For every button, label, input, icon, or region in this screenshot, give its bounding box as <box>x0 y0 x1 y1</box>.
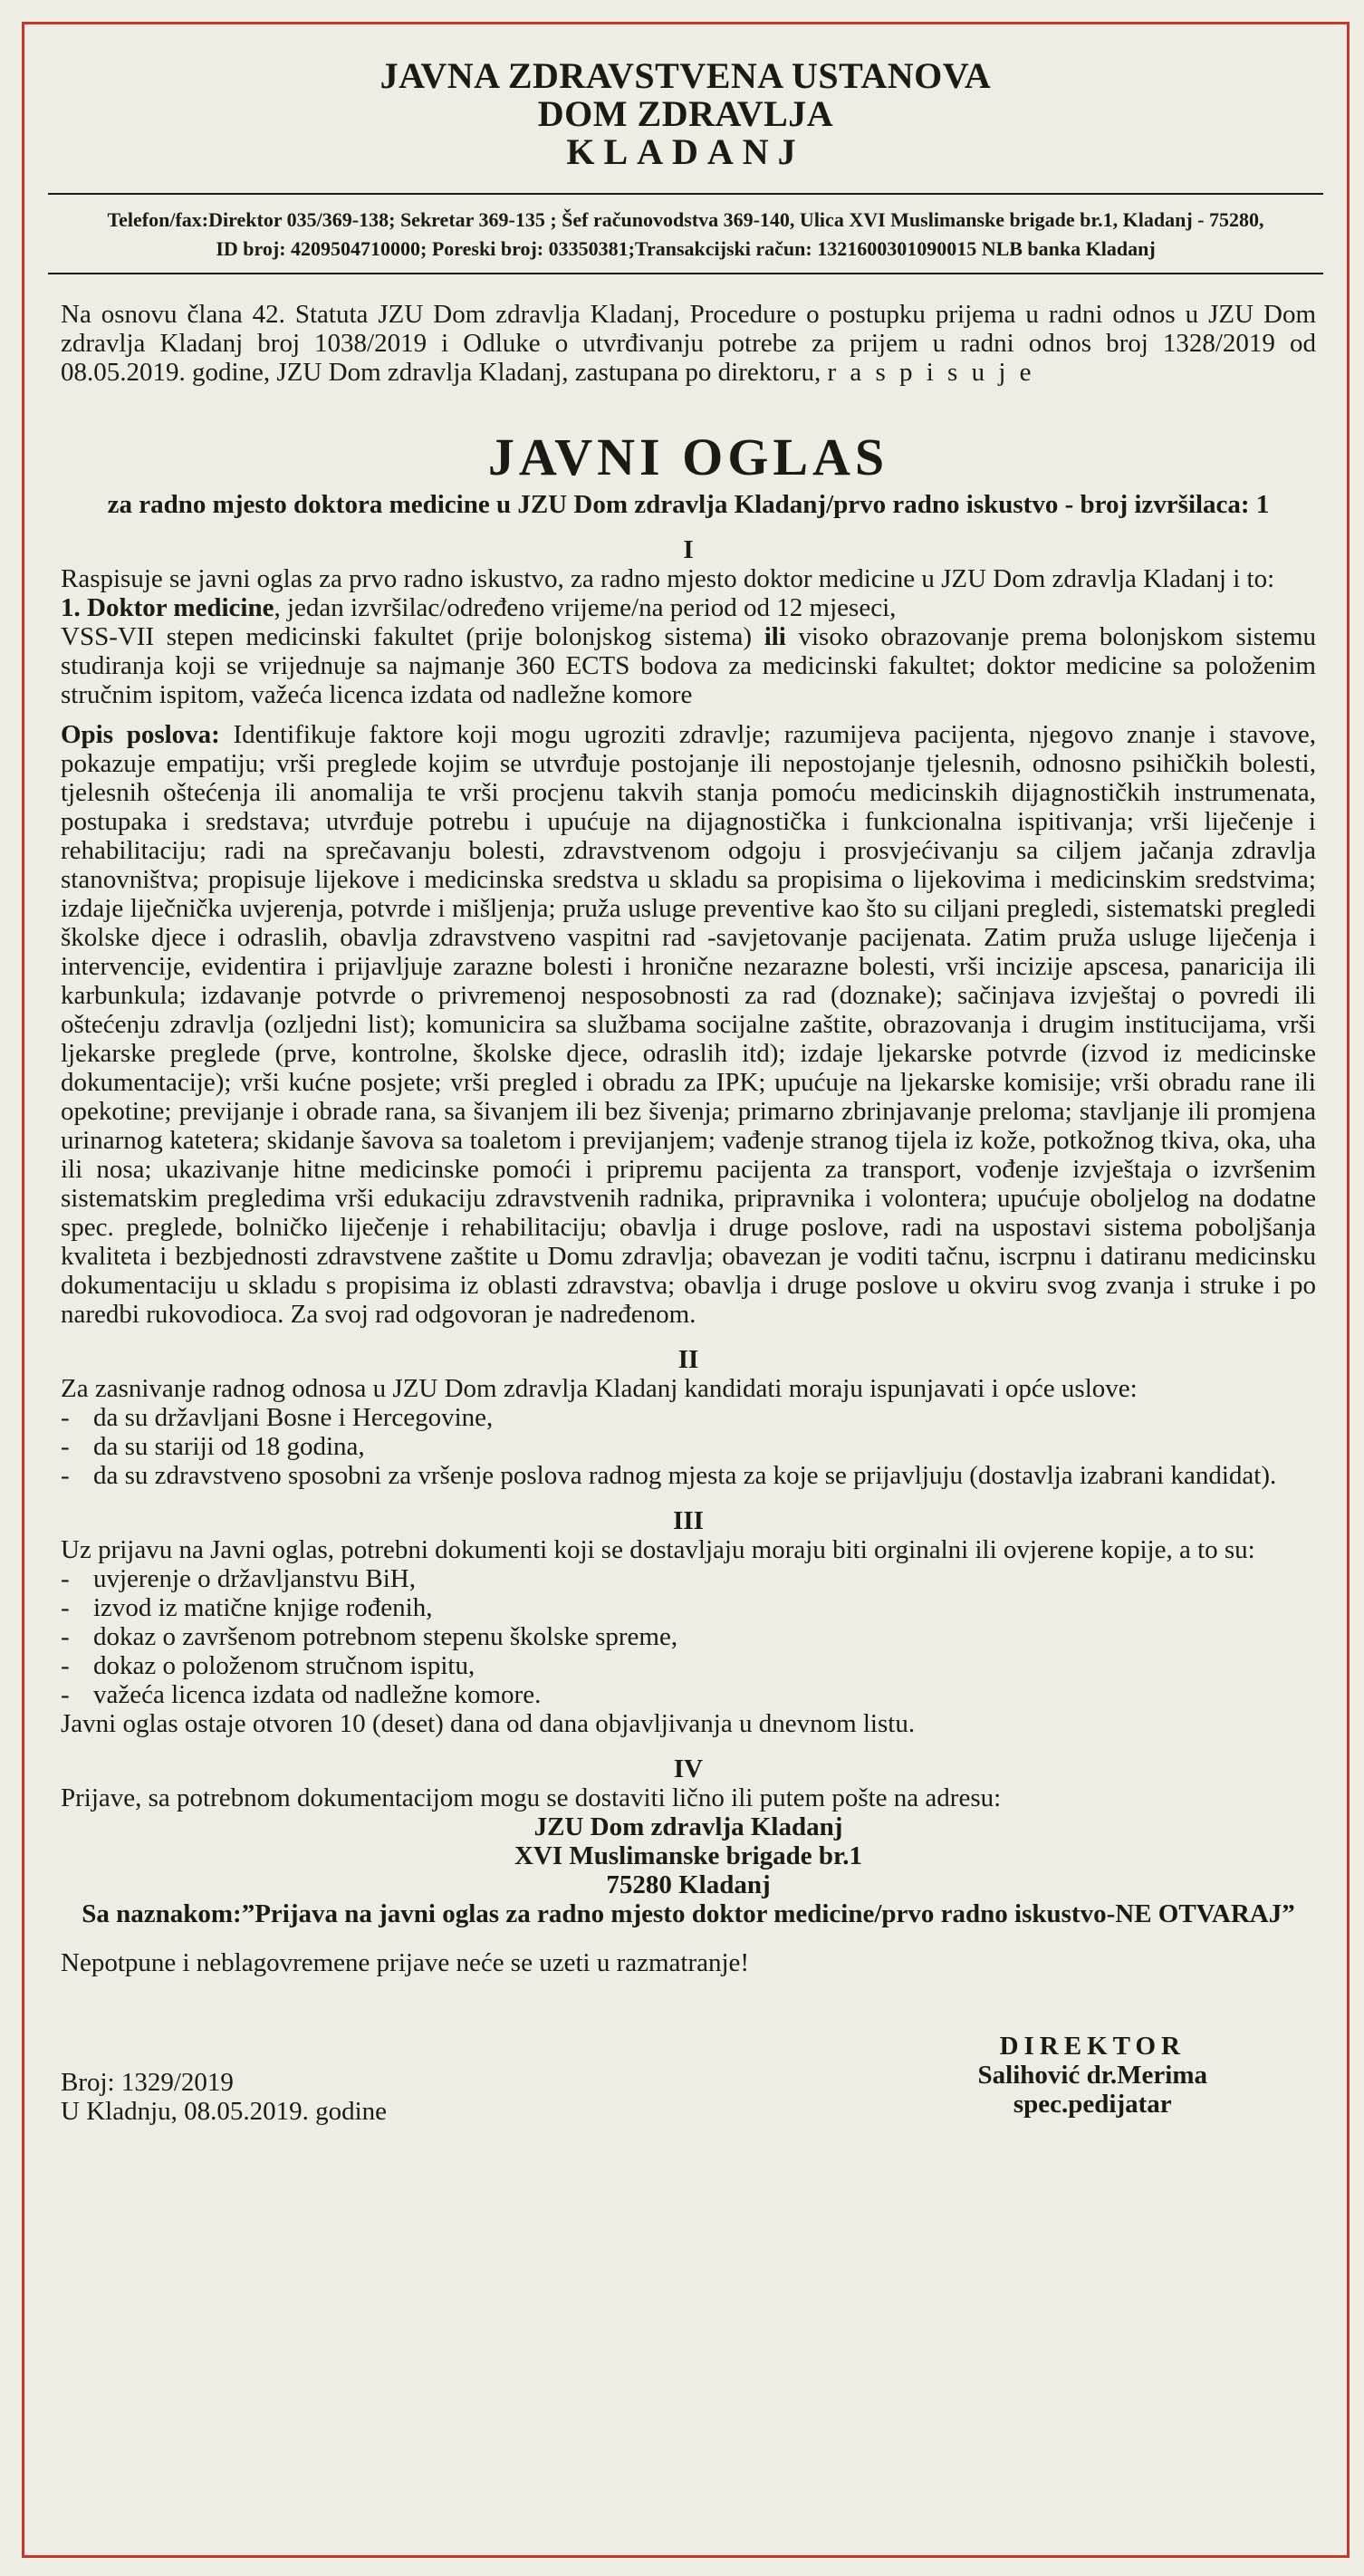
address-block <box>61 1812 1316 1928</box>
contact-info <box>48 193 1323 274</box>
address-line: XVI Muslimanske brigade br.1 <box>514 1841 863 1870</box>
section1-intro: Raspisuje se javni oglas za prvo radno iskustvo, za radno mjesto doktor medicine u JZU Dom zdravlja Kladanj i to: <box>61 564 1275 593</box>
incomplete-notice: Nepotpune i neblagovremene prijave neće se uzeti u razmatranje! <box>61 1948 750 1977</box>
header <box>24 24 1347 274</box>
position-line <box>61 593 1316 622</box>
list-item: - dokaz o završenom potrebnom stepenu školske spreme, <box>61 1622 1316 1651</box>
list-item: - da su zdravstveno sposobni za vršenje poslova radnog mjesta za koje se prijavljuju (dostavlja izabrani kandidat). <box>61 1461 1316 1490</box>
section-numeral-3: III <box>673 1506 704 1535</box>
general-conditions-list <box>61 1403 1316 1490</box>
director-name: Salihović dr.Merima <box>977 2061 1207 2090</box>
org-name-line: JAVNA ZDRAVSTVENA USTANOVA <box>379 55 992 96</box>
marking-line: Sa naznakom:”Prijava na javni oglas za radno mjesto doktor medicine/prvo radno iskustvo-NE OTVARAJ” <box>82 1899 1295 1928</box>
documents-list <box>61 1564 1316 1709</box>
job-description-label: Opis poslova: <box>61 720 220 749</box>
place-date: U Kladnju, 08.05.2019. godine <box>61 2097 388 2126</box>
section3-intro: Uz prijavu na Javni oglas, potrebni dokumenti koji se dostavljaju moraju biti orginalni ili ovjerene kopije, a to su: <box>61 1535 1255 1564</box>
ad-title: JAVNI OGLAS <box>487 428 889 486</box>
list-item: - da su državljani Bosne i Hercegovine, <box>61 1403 1316 1432</box>
signature-block <box>978 2032 1207 2119</box>
requirements <box>61 622 1316 709</box>
director-specialty: spec.pedijatar <box>1013 2090 1172 2119</box>
contact-line: Telefon/fax:Direktor 035/369-138; Sekretar 369-135 ; Šef računovodstva 369-140, Ulica XVI Muslimanske brigade br.1, Kladanj - 75280, <box>107 208 1264 231</box>
section-numeral-1: I <box>683 535 694 564</box>
director-title: DIREKTOR <box>999 2032 1186 2061</box>
job-description-text: Identifikuje faktore koji mogu ugroziti zdravlje; razumijeva pacijenta, njegovo znanje i stavove, pokazuje empatiju; vrši preglede kojim se utvrđuje postojanje ili nepostojanje tjelesnih, odnosno psihičkih bolesti, tjelesnih oštećenja ili anomalija te vrši procjenu takvih stanja pomoću medicinskih dijagnostičkih instrumenata, postupaka i sredstava; utvrđuje potrebu i upućuje na dijagnostička i funkcionalna ispitivanja; vrši liječenje i rehabilitaciju; radi na sprečavanju bolesti, zdravstvenom odgoju i prosvjećivanju sa ciljem jačanja zdravlja stanovništva; propisuje lijekove i medicinska sredstva u skladu sa propisima o lijekovima i medicinskim sredstvima; izdaje liječnička uvjerenja, potvrde i mišljenja; pruža usluge preventive kao što su ciljani pregledi, sistematski pregledi školske djece i odraslih, obavlja zdravstveno vaspitni rad -savjetovanje pacijenata. Zatim pruža usluge liječenja i intervencije, evidentira i prijavljuje zarazne bolesti i hronične nezarazne bolesti, vrši incizije apscesa, panaricija ili karbunkula; izdavanje potvrde o privremenoj nesposobnosti za rad (doznake); sačinjava izvještaj o povredi ili oštećenju zdravlja (ozljedni list); komunicira sa službama socijalne zaštite, obrazovanja i drugim institucijama, vrši ljekarske preglede (prve, kontrolne, školske djece, odraslih itd); izdaje ljekarske potvrde (izvod iz medicinske dokumentacije); vrši kućne posjete; vrši pregled i obradu za IPK; upućuje na ljekarske komisije; vrši obradu rane ili opekotine; previjanje i obrade rana, sa šivanjem ili bez šivenja; primarno zbrinjavanje preloma; stavljanje ili promjena urinarnog katetera; skidanje šavova sa toaletom i previjanjem; vađenje stranog tijela iz kože, potkožnog tkiva, oka, uha ili nosa; ukazivanje hitne medicinske pomoći i pripremu pacijenta za transport, vođenje izvještaja o izvršenim sistematskim pregledima vrši edukaciju zdravstvenih radnika, pripravnika i volontera; upućuje oboljelog na dodatne spec. preglede, bolničko liječenje i rehabilitaciju; obavlja i druge poslove, radi na uspostavi sistema poboljšanja kvaliteta i bezbjednosti zdravstvene zaštite u Domu zdravlja; obavezan je voditi tačnu, iscrpnu i datiranu medicinsku dokumentaciju u skladu s propisima iz oblasti zdravstva; obavlja i druge poslove u okviru svog zvanja i struke i po naredbi rukovodioca. Za svoj rad odgovoran je nadređenom. <box>61 720 1316 1329</box>
org-city: KLADANJ <box>566 131 805 172</box>
list-item: - uvjerenje o državljanstvu BiH, <box>61 1564 1316 1593</box>
intro-paragraph <box>61 300 1316 387</box>
requirements-part2: visoko obrazovanje prema bolonjskom sistemu studiranja koji se vrijednuje sa najmanje 360 ECTS bodova za medicinski fakultet; doktor medicine sa položenim stručnim ispitom, važeća licenca izdata od nadležne komore <box>61 622 1317 709</box>
footer <box>61 2032 1316 2177</box>
org-name-line: DOM ZDRAVLJA <box>537 93 834 134</box>
raspisuje-text: r a s p i s u j e <box>827 358 1035 387</box>
contact-line: ID broj: 4209504710000; Poreski broj: 03350381;Transakcijski račun: 1321600301090015 NLB banka Kladanj <box>216 237 1156 260</box>
position-details: , jedan izvršilac/određeno vrijeme/na period od 12 mjeseci, <box>274 593 897 622</box>
list-item: - izvod iz matične knjige rođenih, <box>61 1593 1316 1622</box>
document-reference <box>61 2068 387 2126</box>
list-item: - važeća licenca izdata od nadležne komore. <box>61 1680 1316 1709</box>
content <box>24 300 1347 2177</box>
ad-subtitle: za radno mjesto doktora medicine u JZU Dom zdravlja Kladanj/prvo radno iskustvo - broj izvršilaca: 1 <box>107 490 1270 519</box>
address-line: 75280 Kladanj <box>606 1870 771 1899</box>
list-item: - dokaz o položenom stručnom ispitu, <box>61 1651 1316 1680</box>
requirements-or: ili <box>764 622 786 651</box>
section-numeral-4: IV <box>673 1754 704 1783</box>
requirements-part1: VSS-VII stepen medicinski fakultet (prije bolonjskog sistema) <box>61 622 764 651</box>
ad-frame <box>22 22 1350 2558</box>
address-line: JZU Dom zdravlja Kladanj <box>533 1812 843 1841</box>
position-title: 1. Doktor medicine <box>61 593 274 622</box>
section4-intro: Prijave, sa potrebnom dokumentacijom mogu se dostaviti lično ili putem pošte na adresu: <box>61 1783 1002 1812</box>
intro-text: Na osnovu člana 42. Statuta JZU Dom zdravlja Kladanj, Procedure o postupku prijema u radni odnos u JZU Dom zdravlja Kladanj broj 1038/2019 i Odluke o utvrđivanju potrebe za prijem u radni odnos broj 1328/2019 od 08.05.2019. godine, JZU Dom zdravlja Kladanj, zastupana po direktoru, <box>61 300 1316 387</box>
section-numeral-2: II <box>677 1345 699 1374</box>
open-period: Javni oglas ostaje otvoren 10 (deset) dana od dana objavljivanja u dnevnom listu. <box>61 1709 916 1738</box>
section2-intro: Za zasnivanje radnog odnosa u JZU Dom zdravlja Kladanj kandidati moraju ispunjavati i opće uslove: <box>61 1374 1138 1403</box>
job-description <box>61 720 1316 1329</box>
document-number: Broj: 1329/2019 <box>61 2068 234 2097</box>
list-item: - da su stariji od 18 godina, <box>61 1432 1316 1461</box>
